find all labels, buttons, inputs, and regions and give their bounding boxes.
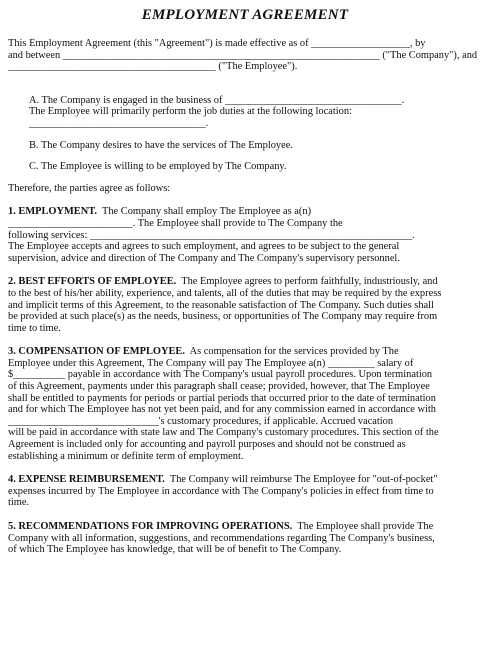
section-heading: 1. EMPLOYMENT. [8,206,97,218]
section-line: of which The Employee has knowledge, that will be of benefit to The Company. [8,544,342,556]
section-4 [8,474,482,509]
section-line: Employee under this Agreement, The Company will pay The Employee a(n) _________ salary of [8,357,414,369]
intro-line: ________________________________________ ("The Employee"). [8,61,298,73]
section-line: establishing a minimum or definite term of employment. [8,450,244,462]
recital-a-line: A. The Company is engaged in the business of __________________________________. [29,94,405,106]
section-line: $__________ payable in accordance with The Company's usual payroll procedures. Upon termination [8,369,433,381]
document-title: EMPLOYMENT AGREEMENT [141,7,349,23]
recital-a [8,95,482,130]
section-line: supervision, advice and direction of The Company and The Company's supervisory personnel. [8,252,400,264]
recital-a-line: __________________________________. [29,117,209,129]
section-line: The Employee accepts and agrees to such employment, and agrees to be subject to the general [8,241,400,253]
section-3 [8,346,482,462]
section-line: The Employee shall provide The [297,521,434,532]
section-line: time. [8,497,30,509]
section-line: Company with all information, suggestions, and recommendations regarding The Company's business, [8,532,435,544]
section-line: The Company will reimburse The Employee for "out-of-pocket" [169,474,438,486]
therefore-line: Therefore, the parties agree as follows: [8,182,171,194]
section-line: ________________________. The Employee shall provide to The Company the [8,217,343,229]
section-2 [8,276,482,334]
intro-line: and between _____________________________________________________________ ("The Company"), and [8,49,478,61]
section-heading: 4. EXPENSE REIMBURSEMENT. [8,474,165,486]
section-1 [8,206,482,264]
recital-a-line: The Employee will primarily perform the job duties at the following location: [29,106,352,118]
intro-paragraph [8,38,482,73]
section-heading: 3. COMPENSATION OF EMPLOYEE. [8,346,185,358]
section-line: Agreement is included only for accounting and payroll purposes and should not be construed as [8,439,406,451]
section-line: be provided at such place(s) as the needs, business, or opportunities of The Company may require from [8,311,438,323]
section-line: will be paid in accordance with state law and The Company's customary procedures. This section of the [8,427,439,439]
section-heading: 5. RECOMMENDATIONS FOR IMPROVING OPERATIONS. [8,521,293,532]
section-line: shall be entitled to payments for periods or partial periods that occurred prior to the date of termination [8,392,436,404]
section-line: of this Agreement, payments under this paragraph shall cease; provided, however, that The Employee [8,381,430,393]
section-line: As compensation for the services provided by The [189,346,399,358]
section-5 [8,521,482,556]
recital-c: C. The Employee is willing to be employed by The Company. [29,161,287,173]
intro-line: This Employment Agreement (this "Agreement") is made effective as of ___________________, by [8,38,426,49]
recital-b: B. The Company desires to have the services of The Employee. [29,139,293,151]
section-line: to the best of his/her ability, experience, and talents, all of the duties that may be required by the express [8,287,442,299]
section-line: following services: ______________________________________________________________. [8,229,415,241]
section-line: The Employee agrees to perform faithfully, industriously, and [181,276,438,288]
section-line: time to time. [8,322,61,334]
section-line: and for which The Employee has not yet been paid, and for any commission earned in accordance with [8,404,436,416]
section-line: The Company shall employ The Employee as a(n) [102,206,312,218]
section-heading: 2. BEST EFFORTS OF EMPLOYEE. [8,276,177,288]
section-line: _____________________________'s customary procedures, if applicable. Accrued vacation [8,415,394,427]
section-line: expenses incurred by The Employee in accordance with The Company's policies in effect from time to [8,485,434,497]
section-line: and implicit terms of this Agreement, to the reasonable satisfaction of The Company. Such duties shall [8,299,434,311]
